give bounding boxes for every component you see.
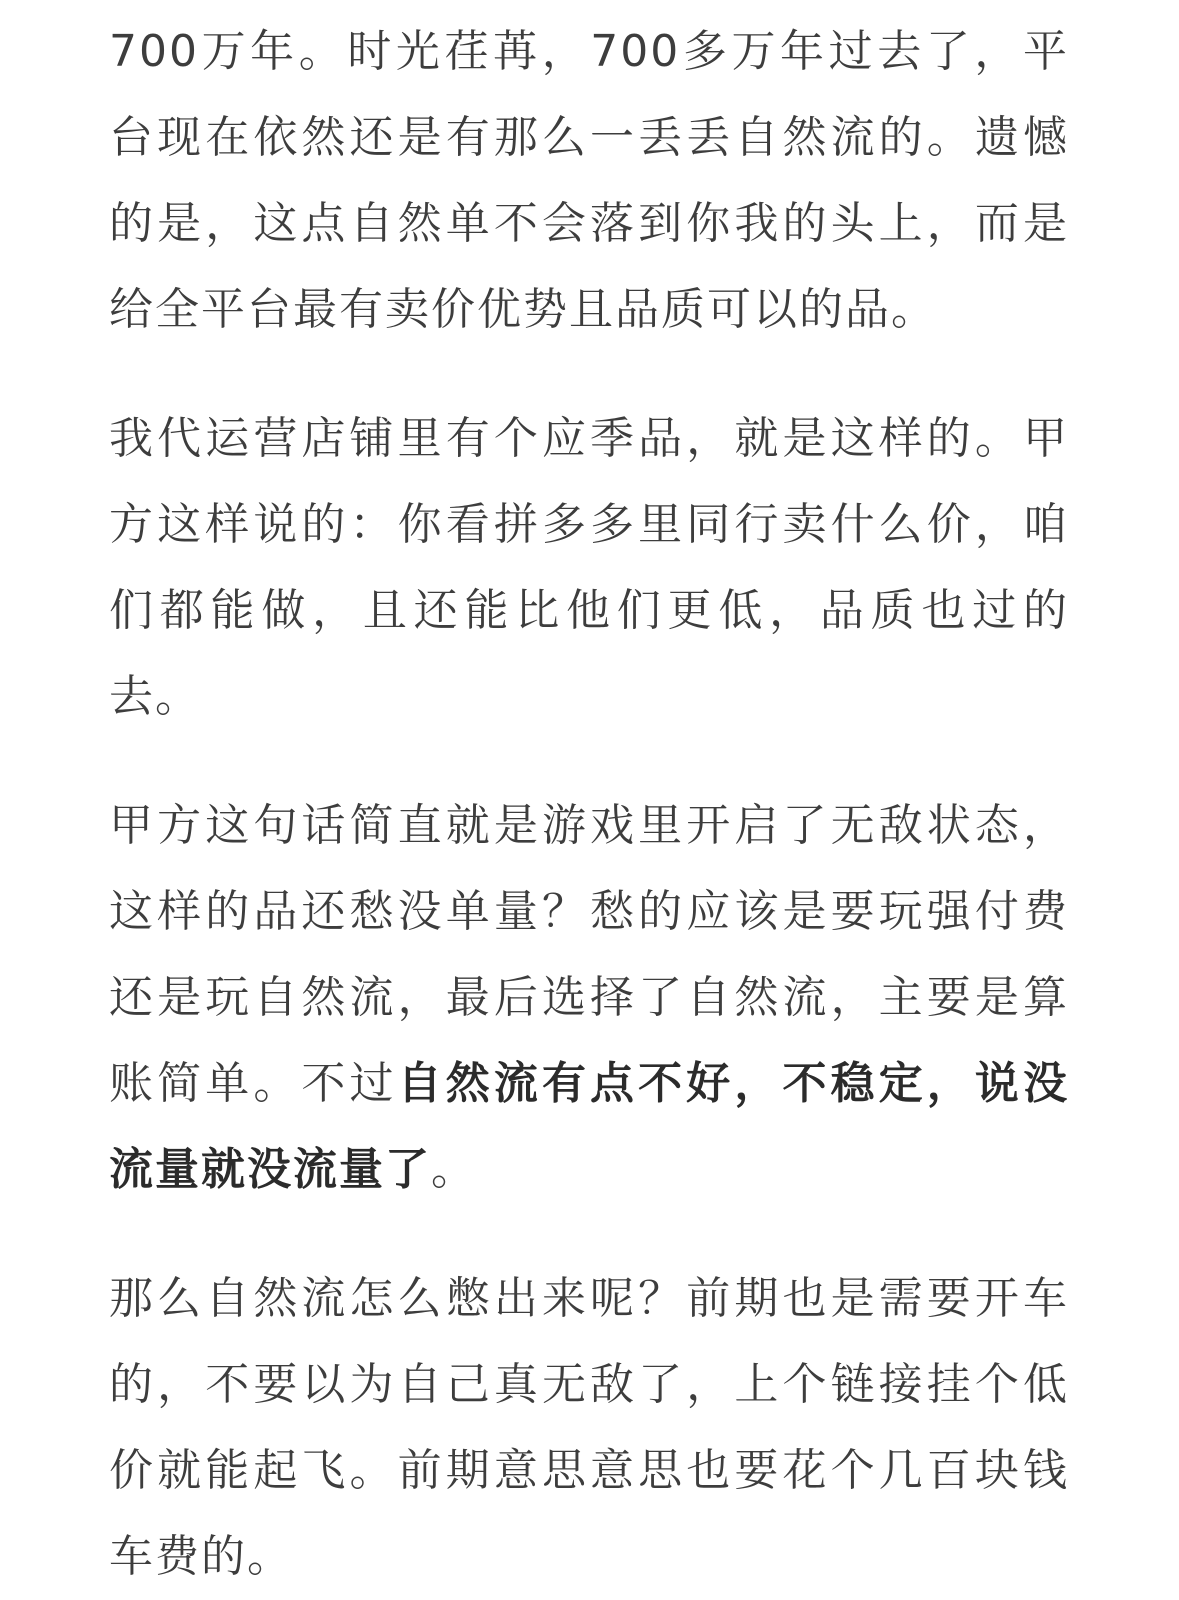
text-line: 们都能做，且还能比他们更低，品质也过的 xyxy=(109,585,1069,636)
text-line-mixed xyxy=(109,1041,1069,1127)
paragraph-seasonal-product xyxy=(109,396,1069,740)
bold-highlight: 流量就没流量了 xyxy=(109,1144,431,1195)
text-line: 我代运营店铺里有个应季品，就是这样的。甲 xyxy=(109,413,1069,464)
text-run: 账简单。不过 xyxy=(109,1058,398,1109)
text-line: 700万年。时光荏苒，700多万年过去了，平 xyxy=(109,26,1069,77)
paragraph-how-to-build-flow xyxy=(109,1256,1069,1600)
text-line: 的，不要以为自己真无敌了，上个链接挂个低 xyxy=(109,1359,1069,1410)
article-body xyxy=(109,9,1069,1600)
text-line: 车费的。 xyxy=(109,1531,293,1582)
text-line: 还是玩自然流，最后选择了自然流，主要是算 xyxy=(109,972,1069,1023)
text-line: 去。 xyxy=(109,671,201,722)
text-line: 的是，这点自然单不会落到你我的头上，而是 xyxy=(109,198,1069,249)
paragraph-natural-flow-choice xyxy=(109,783,1069,1213)
text-line: 给全平台最有卖价优势且品质可以的品。 xyxy=(109,284,937,335)
text-line-mixed xyxy=(109,1127,1069,1213)
text-line: 方这样说的：你看拼多多里同行卖什么价，咱 xyxy=(109,499,1069,550)
paragraph-platform-history xyxy=(109,9,1069,353)
text-line: 台现在依然还是有那么一丢丢自然流的。遗憾 xyxy=(109,112,1069,163)
bold-highlight: 自然流有点不好，不稳定，说没 xyxy=(397,1058,1070,1109)
text-line: 价就能起飞。前期意思意思也要花个几百块钱 xyxy=(109,1445,1069,1496)
text-line: 甲方这句话简直就是游戏里开启了无敌状态， xyxy=(109,800,1069,851)
text-line: 那么自然流怎么憋出来呢？前期也是需要开车 xyxy=(109,1273,1069,1324)
text-line: 这样的品还愁没单量？愁的应该是要玩强付费 xyxy=(109,886,1069,937)
text-run: 。 xyxy=(431,1144,477,1195)
